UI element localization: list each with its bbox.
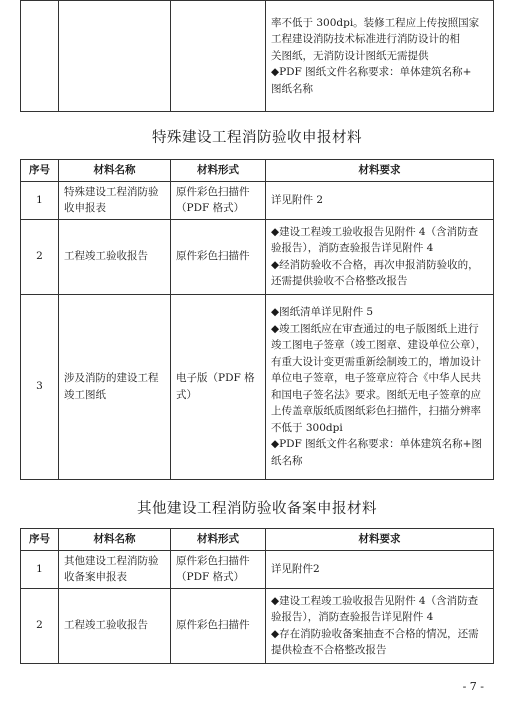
table-header-row [21, 160, 494, 182]
special-acceptance-table [20, 159, 494, 480]
col-header-req: 材料要求 [266, 160, 494, 182]
section-title: 其他建设工程消防验收备案申报材料 [137, 501, 377, 517]
col-header-form: 材料形式 [171, 529, 266, 551]
table-row: 1 其他建设工程消防验收备案申报表 原件彩色扫描件（PDF 格式） 详见附件2 [21, 550, 494, 588]
table-row: 1 特殊建设工程消防验收申报表 原件彩色扫描件（PDF 格式） 详见附件 2 [21, 181, 494, 219]
col-header-name: 材料名称 [59, 529, 171, 551]
col-header-form: 材料形式 [171, 160, 266, 182]
requirements-cell: 率不低于 300dpi。装修工程应上传按照国家 工程建设消防技术标准进行消防设计的相 关图纸，无消防设计图纸无需提供 ◆PDF 图纸文件名称要求：单体建筑名称+ 图纸名称 [266, 1, 494, 112]
table-row [21, 1, 494, 112]
col-header-no: 序号 [21, 160, 59, 182]
table-header-row [21, 529, 494, 551]
continuation-table [20, 0, 494, 112]
table-row: 2 工程竣工验收报告 原件彩色扫描件 ◆建设工程竣工验收报告见附件 4（含消防查验报告），消防查验报告详见附件 4 ◆存在消防验收备案抽查不合格的情况，还需提供检查不合格整改报告 [21, 588, 494, 663]
other-filing-table [20, 528, 494, 664]
col-header-name: 材料名称 [59, 160, 171, 182]
col-header-req: 材料要求 [266, 529, 494, 551]
page-number: - 7 - [462, 680, 484, 693]
table-row: 3 涉及消防的建设工程竣工图纸 电子版（PDF 格式） ◆图纸清单详见附件 5 ◆竣工图纸应在审查通过的电子版图纸上进行竣工图电子签章（竣工图章、建设单位公章），有重大设计变更需重新绘制竣工的，增加设计单位电子签章，电子签章应符合《中华人民共和国电子签名法》要求。图纸无电子签章的应上传盖章版纸质图纸彩色扫描件，扫描分辨率不低于 300dpi ◆PDF 图纸文件名称要求：单体建筑名称+图纸名称 [21, 294, 494, 479]
table-row: 2 工程竣工验收报告 原件彩色扫描件 ◆建设工程竣工验收报告见附件 4（含消防查验报告），消防查验报告详见附件 4 ◆经消防验收不合格，再次申报消防验收的，还需提供验收不合格整改报告 [21, 219, 494, 294]
col-header-no: 序号 [21, 529, 59, 551]
section-title: 特殊建设工程消防验收申报材料 [152, 130, 362, 146]
